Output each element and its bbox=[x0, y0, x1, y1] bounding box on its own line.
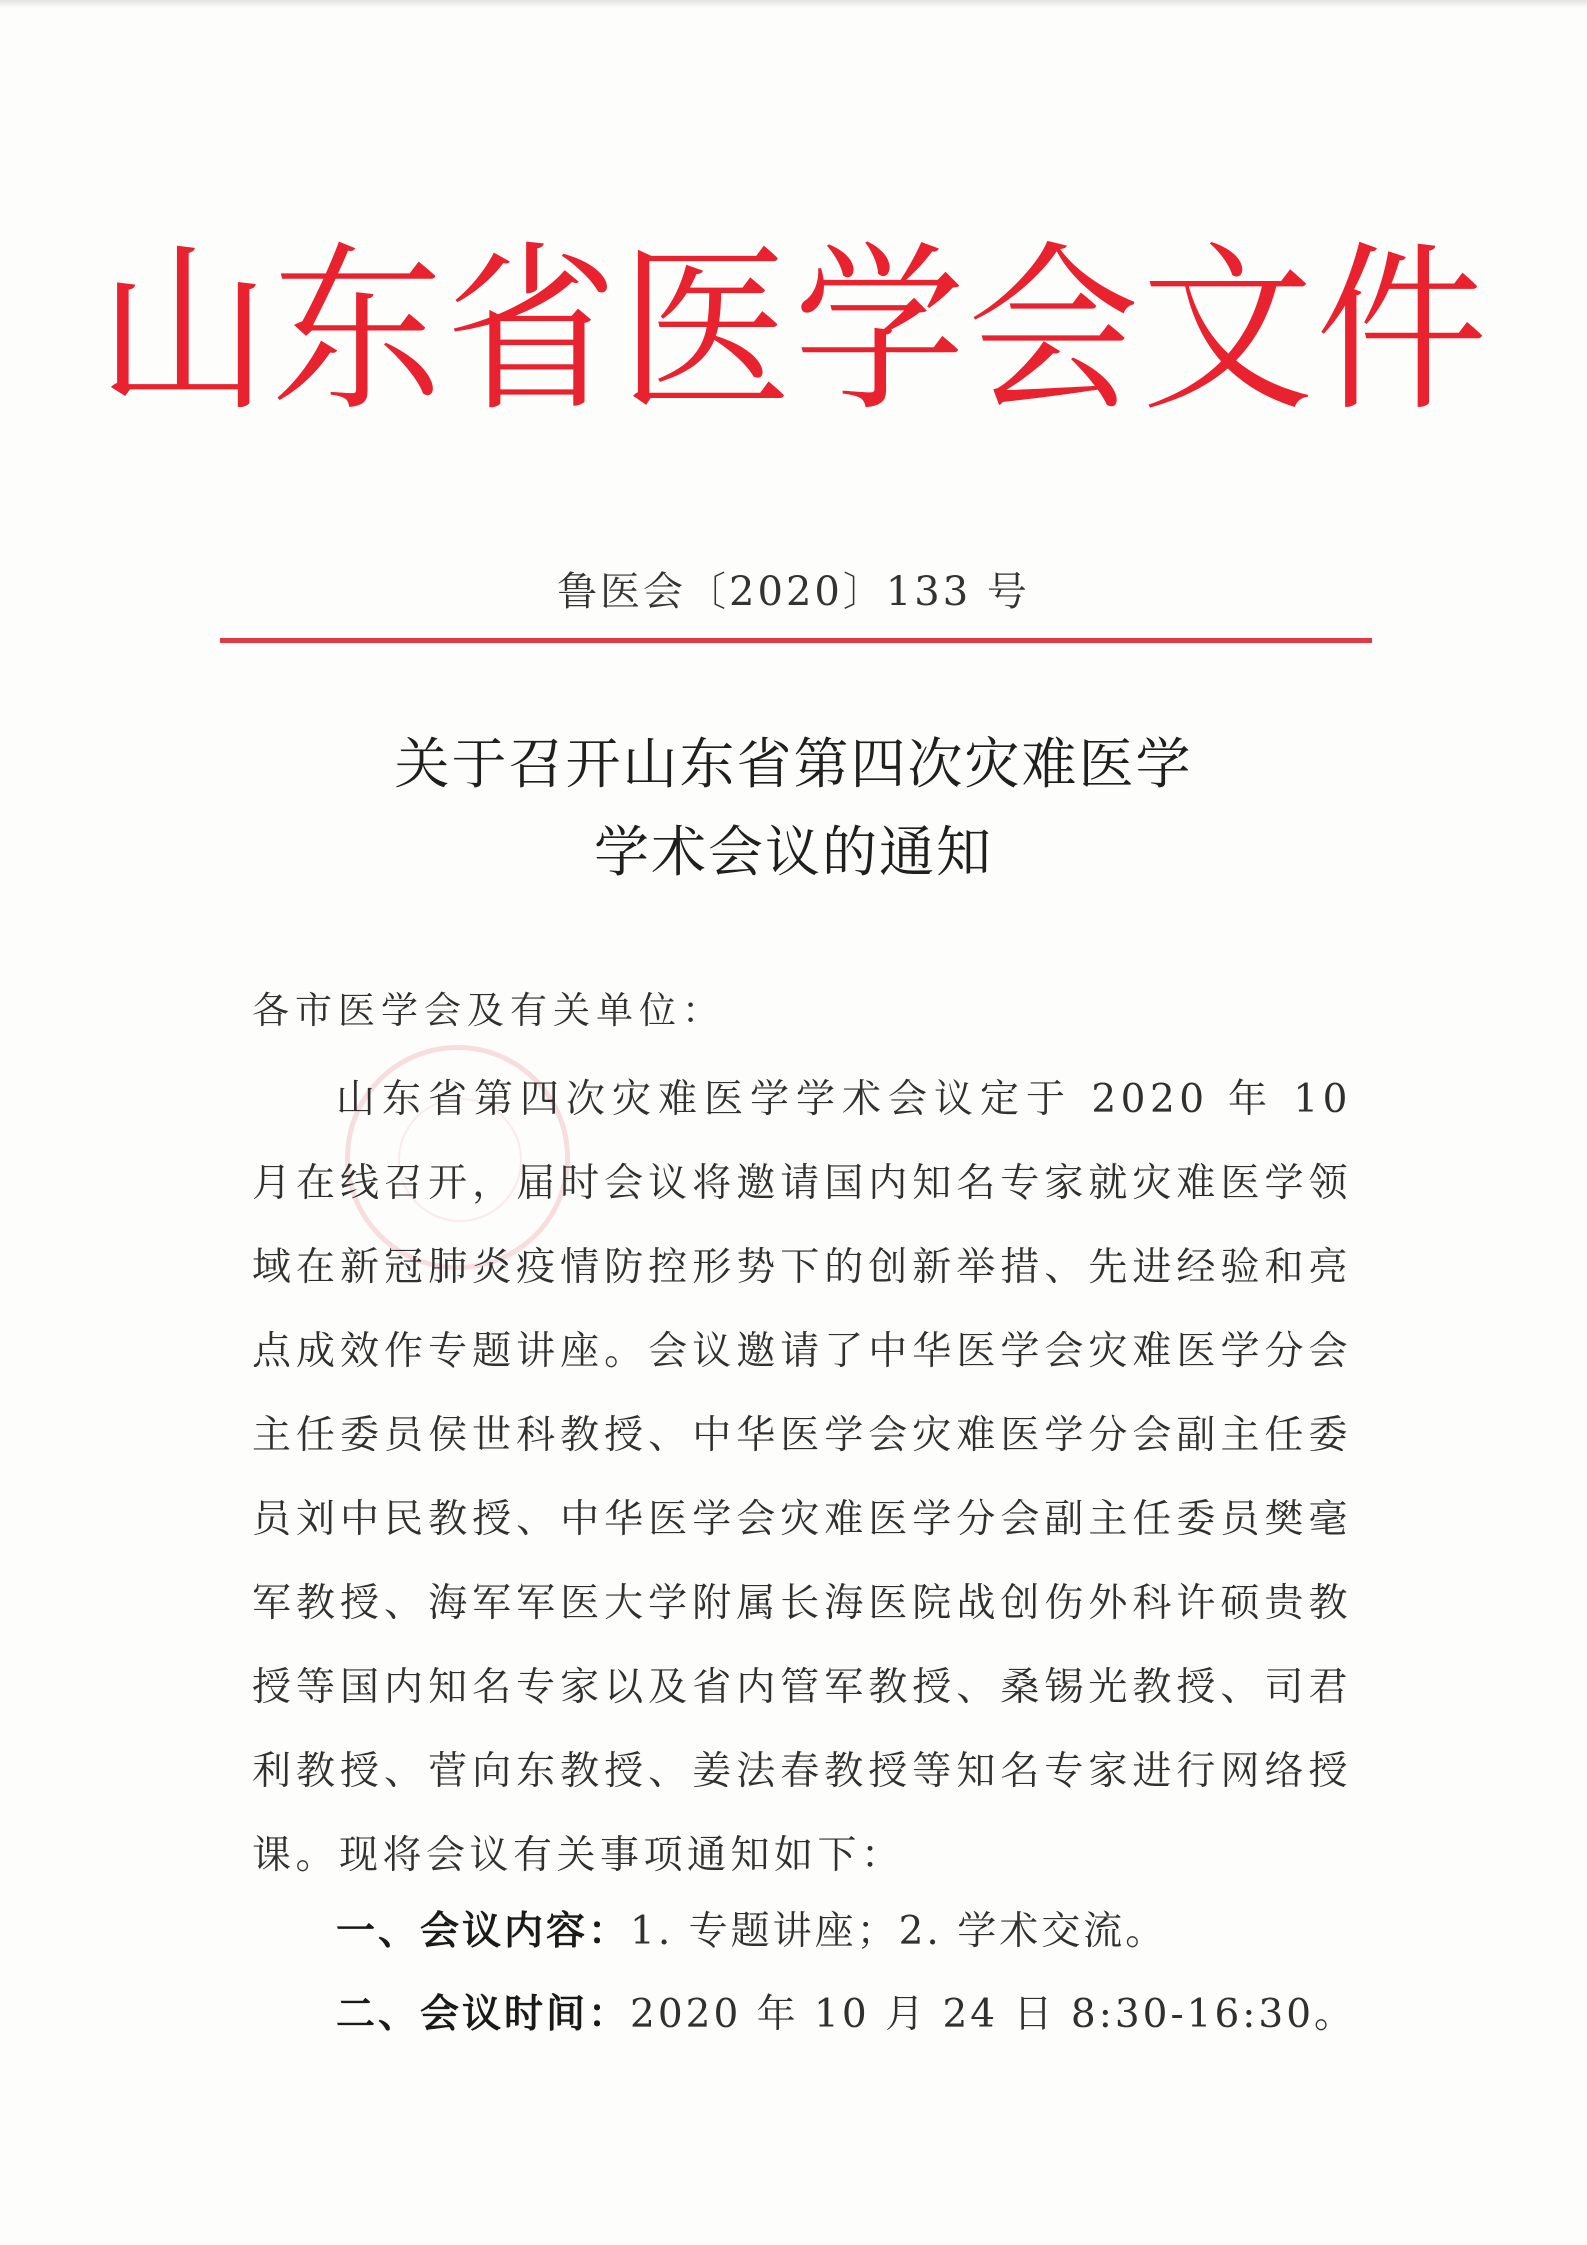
agenda-item-heading: 二、会议时间： bbox=[336, 1992, 631, 2037]
body-paragraph: 山东省第四次灾难医学学术会议定于 2020 年 10 月在线召开，届时会议将邀请国内知名专家就灾难医学领域在新冠肺炎疫情防控形势下的创新举措、先进经验和亮点成效作专题讲座。会议邀请了中华医学会灾难医学分会主任委员侯世科教授、中华医学会灾难医学分会副主任委员刘中民教授、中华医学会灾难医学分会副主任委员樊毫军教授、海军军医大学附属长海医院战创伤外科许硕贵教授等国内知名专家以及省内管军教授、桑锡光教授、司君利教授、菅向东教授、姜法春教授等知名专家进行网络授课。现将会议有关事项通知如下： bbox=[252, 1077, 1352, 1878]
masthead-title: 山东省医学会文件 bbox=[97, 224, 1490, 436]
notice-title-line-2: 学术会议的通知 bbox=[593, 820, 993, 884]
agenda-item-time bbox=[336, 1983, 1356, 2039]
agenda-item-heading: 一、会议内容： bbox=[336, 1909, 631, 1954]
scan-edge bbox=[0, 0, 1587, 8]
red-divider-line bbox=[220, 638, 1372, 643]
salutation: 各市医学会及有关单位： bbox=[252, 989, 725, 1032]
notice-title bbox=[0, 720, 1587, 896]
agenda-item-text: 1. 专题讲座；2. 学术交流。 bbox=[630, 1909, 1168, 1954]
agenda-item-text: 2020 年 10 月 24 日 8:30-16:30。 bbox=[630, 1992, 1357, 2037]
document-number: 鲁医会〔2020〕133 号 bbox=[557, 569, 1030, 615]
agenda-item-content bbox=[336, 1900, 1167, 1956]
notice-title-line-1: 关于召开山东省第四次灾难医学 bbox=[394, 732, 1193, 796]
